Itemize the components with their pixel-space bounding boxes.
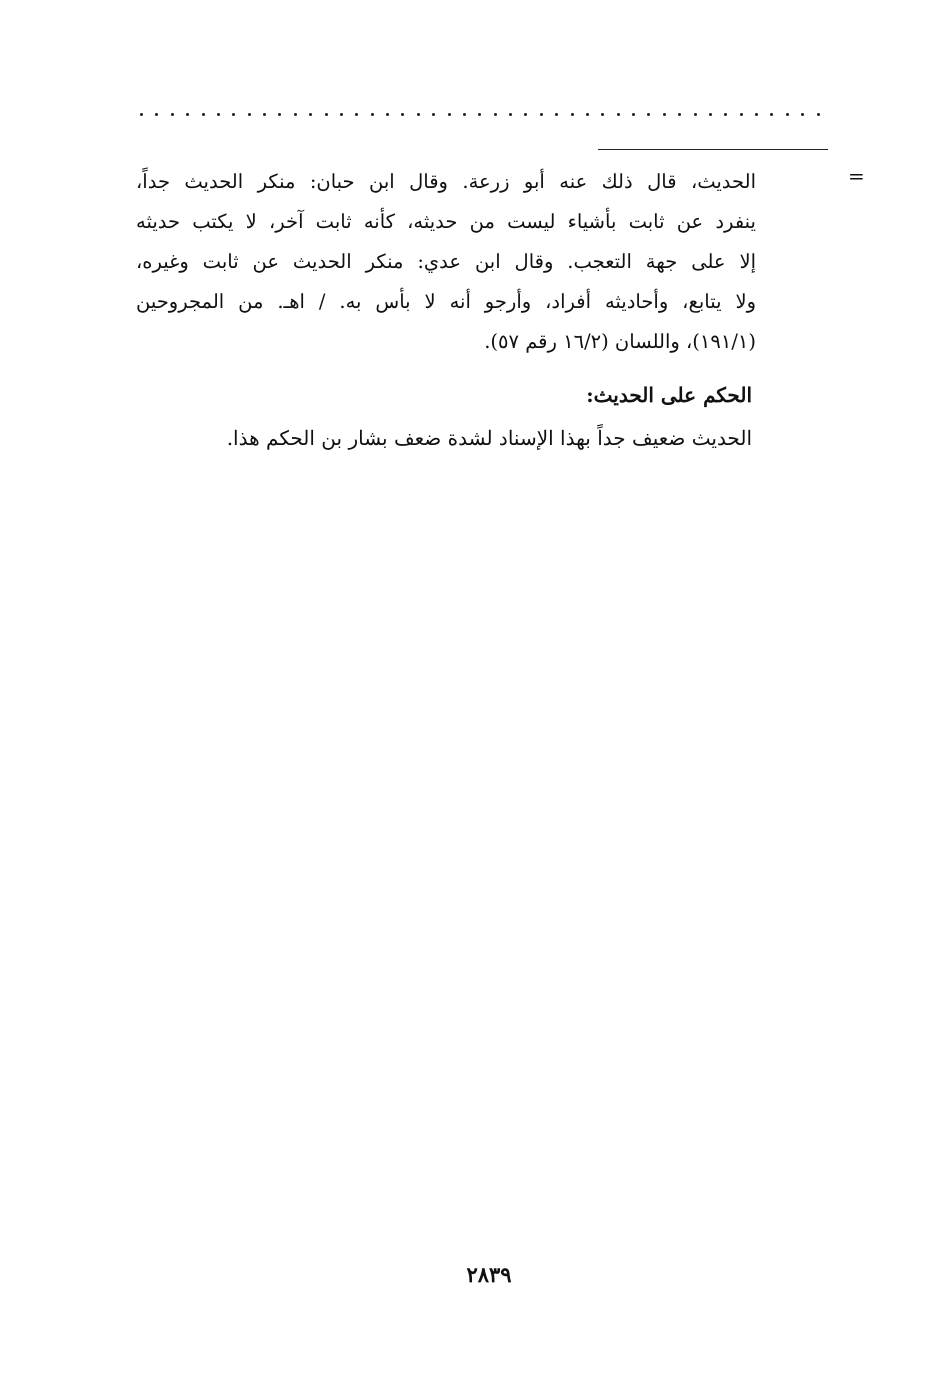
footnote-text	[136, 162, 756, 362]
separator-dot	[509, 113, 512, 116]
separator-dot	[755, 113, 758, 116]
continuation-mark: =	[848, 164, 865, 188]
separator-dot	[355, 113, 358, 116]
separator-dot	[463, 113, 466, 116]
separator-dot	[309, 113, 312, 116]
separator-dot	[401, 113, 404, 116]
separator-dot	[786, 113, 789, 116]
footnote-line-5: (١٩١/١)، واللسان (١٦/٢ رقم ٥٧).	[484, 330, 756, 353]
separator-dot	[325, 113, 328, 116]
separator-dot	[632, 113, 635, 116]
separator-dot	[278, 113, 281, 116]
footnote-line-4: ولا يتابع، وأحاديثه أفراد، وأرجو أنه لا بأس به. / اهـ. من المجروحين	[136, 290, 756, 313]
separator-dot	[709, 113, 712, 116]
footnote-line-1: الحديث، قال ذلك عنه أبو زرعة. وقال ابن حبان: منكر الحديث جداً،	[136, 170, 756, 193]
separator-dot	[663, 113, 666, 116]
separator-dot	[678, 113, 681, 116]
separator-dot	[140, 113, 143, 116]
separator-dot	[494, 113, 497, 116]
separator-dot	[586, 113, 589, 116]
verdict-text: الحديث ضعيف جداً بهذا الإسناد لشدة ضعف بشار بن الحكم هذا.	[226, 426, 752, 450]
separator-dot	[478, 113, 481, 116]
separator-dot	[432, 113, 435, 116]
separator-dot	[371, 113, 374, 116]
separator-dot	[232, 113, 235, 116]
separator-dot	[155, 113, 158, 116]
separator-dot	[340, 113, 343, 116]
separator-dot	[448, 113, 451, 116]
footnote-rule	[598, 149, 828, 150]
separator-dot	[555, 113, 558, 116]
separator-dot	[694, 113, 697, 116]
separator-dot	[171, 113, 174, 116]
footnote-line-2: ينفرد عن ثابت بأشياء ليست من حديثه، كأنه ثابت آخر، لا يكتب حديثه	[136, 210, 756, 233]
separator-dot	[601, 113, 604, 116]
footnote-line-3: إلا على جهة التعجب. وقال ابن عدي: منكر الحديث عن ثابت وغيره،	[136, 250, 756, 273]
verdict-heading: الحكم على الحديث:	[586, 383, 752, 407]
separator-dot	[571, 113, 574, 116]
separator-dot	[647, 113, 650, 116]
separator-dot	[524, 113, 527, 116]
separator-dot	[263, 113, 266, 116]
separator-dot	[540, 113, 543, 116]
separator-dot	[617, 113, 620, 116]
page-number: ٢٨٣٩	[466, 1262, 512, 1287]
dotted-separator	[140, 108, 820, 120]
separator-dot	[217, 113, 220, 116]
separator-dot	[294, 113, 297, 116]
separator-dot	[740, 113, 743, 116]
separator-dot	[724, 113, 727, 116]
separator-dot	[386, 113, 389, 116]
separator-dot	[801, 113, 804, 116]
separator-dot	[186, 113, 189, 116]
separator-dot	[770, 113, 773, 116]
separator-dot	[248, 113, 251, 116]
separator-dot	[202, 113, 205, 116]
separator-dot	[817, 113, 820, 116]
separator-dot	[417, 113, 420, 116]
